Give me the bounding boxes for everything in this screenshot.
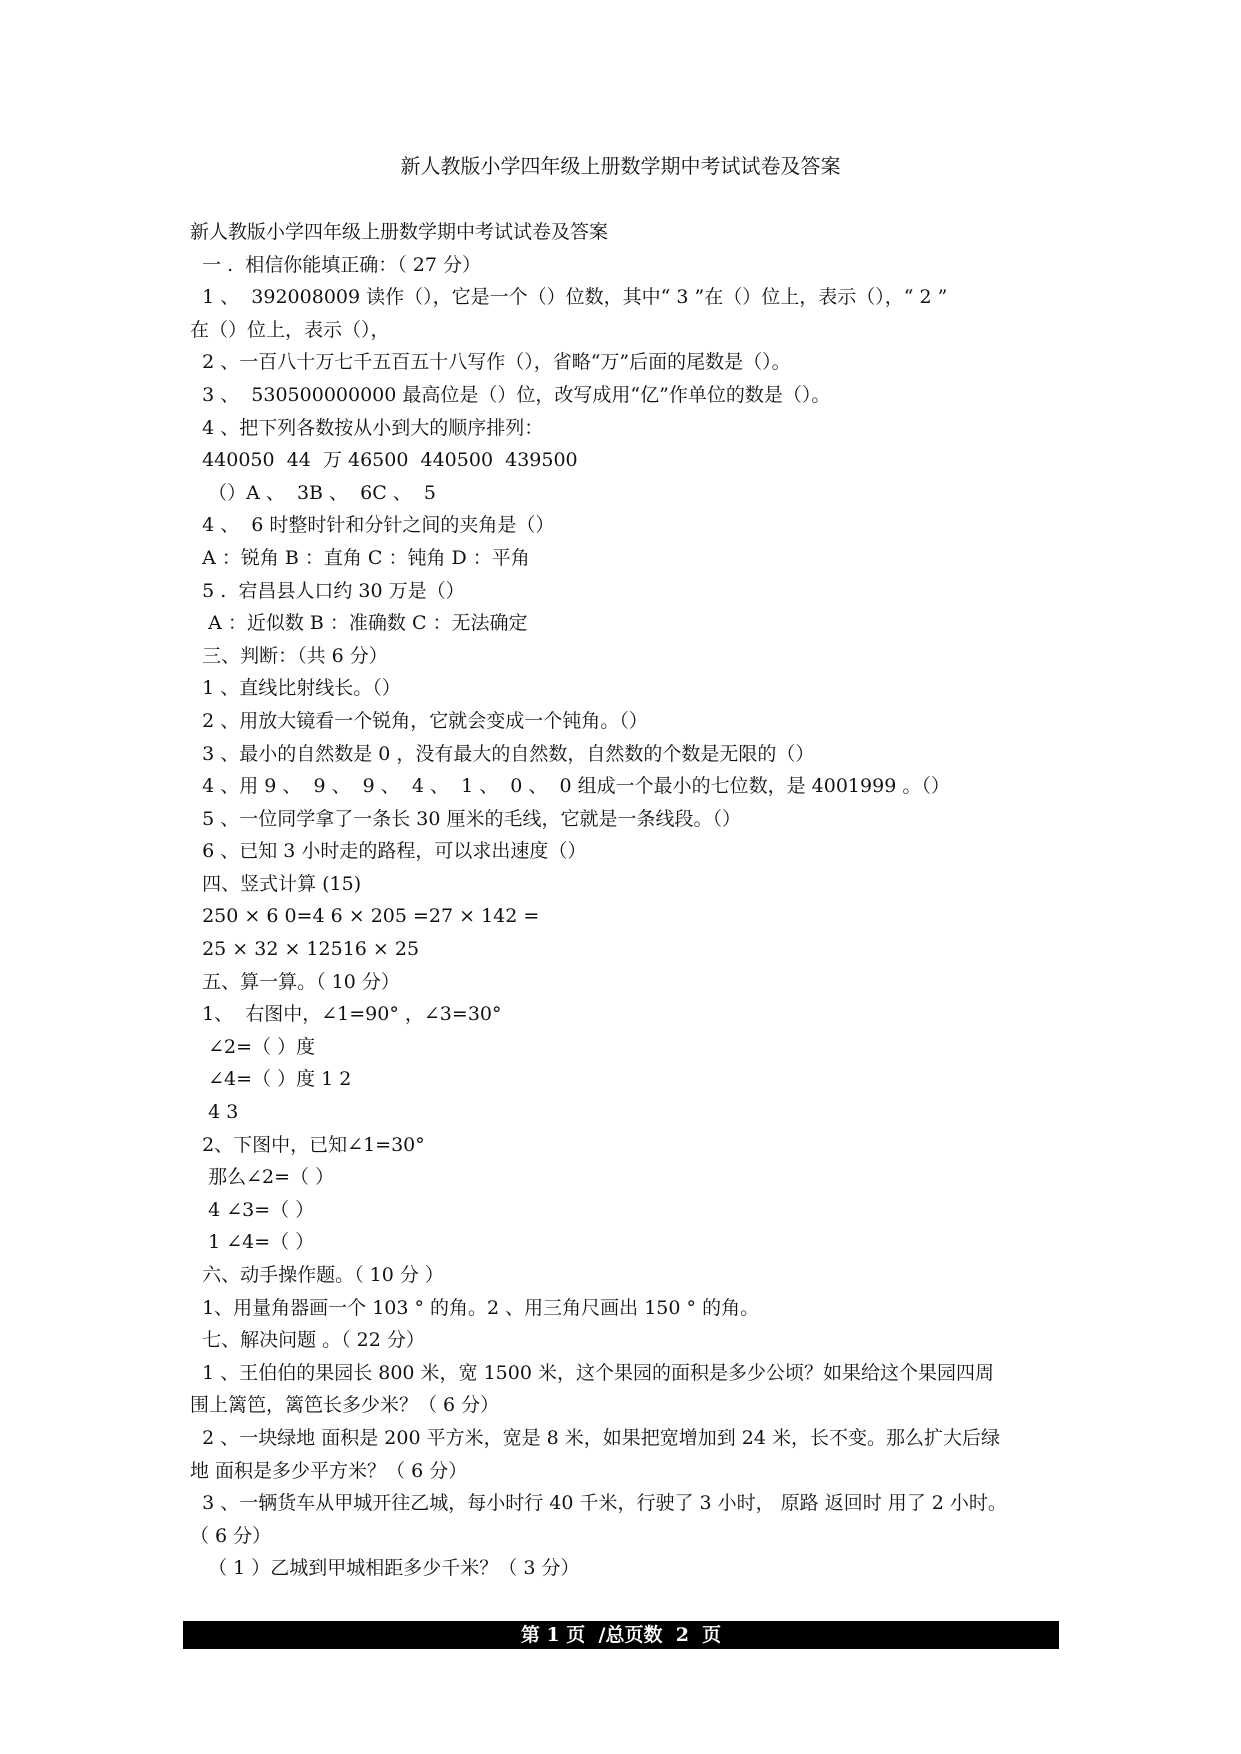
text-line: 5 、一位同学拿了一条长 30 厘米的毛线，它就是一条线段。（） — [190, 807, 741, 830]
text-line: 1 ∠4=（ ） — [190, 1231, 315, 1254]
text-line: 五、算一算。（ 10 分） — [190, 970, 400, 993]
text-line: 1 、直线比射线长。（） — [190, 677, 401, 700]
text-line: 5 . 宕昌县人口约 30 万是（） — [190, 579, 465, 602]
text-line: 一 . 相信你能填正确：（ 27 分） — [190, 253, 481, 276]
text-line: 六、动手操作题。（ 10 分 ） — [190, 1264, 444, 1286]
text-line: 在（）位上，表示（）， — [190, 318, 390, 341]
text-line: 那么∠2=（ ） — [190, 1166, 335, 1189]
text-line: 250 × 6 0=4 6 × 205 =27 × 142 = — [190, 905, 540, 928]
text-line: 2 、一块绿地 面积是 200 平方米，宽是 8 米，如果把宽增加到 24 米，长不变。那么扩大后绿 — [190, 1426, 1001, 1449]
text-line: 2、下图中，已知∠1=30° — [190, 1133, 425, 1156]
text-line: ∠2=（ ）度 — [190, 1035, 316, 1058]
text-line: 四、竖式计算 (15) — [190, 872, 362, 895]
text-line: 3 、一辆货车从甲城开往乙城，每小时行 40 千米，行驶了 3 小时， 原路 返回时 用了 2 小时。 — [190, 1492, 1007, 1515]
text-line: 1 、王伯伯的果园长 800 米，宽 1500 米，这个果园的面积是多少公顷？如果给这个果园四周 — [190, 1361, 994, 1384]
text-line: 1 、 392008009 读作（），它是一个（）位数，其中“ 3 ”在（）位上，表示（），“ 2 ” — [190, 286, 948, 309]
text-line: 围上篱笆，篱笆长多少米？（ 6 分） — [190, 1394, 500, 1417]
text-line: 4 、把下列各数按从小到大的顺序排列： — [190, 416, 544, 439]
document-body — [190, 216, 1070, 1585]
text-line: （ 6 分） — [190, 1524, 272, 1547]
text-line: 七、解决问题 。（ 22 分） — [190, 1329, 425, 1352]
page-footer: 第 1 页 /总页数 2 页 — [183, 1621, 1059, 1649]
text-line: 4 、 6 时整时针和分针之间的夹角是（） — [190, 514, 555, 537]
text-line: 3 、 530500000000 最高位是（）位，改写成用“亿”作单位的数是（）。 — [190, 383, 831, 406]
text-line: A ：近似数 B ：准确数 C ：无法确定 — [190, 612, 528, 635]
page-title: 新人教版小学四年级上册数学期中考试试卷及答案 — [400, 154, 841, 178]
text-line: 新人教版小学四年级上册数学期中考试试卷及答案 — [190, 221, 609, 243]
text-line: 25 × 32 × 12516 × 25 — [190, 938, 420, 961]
text-line: 4 ∠3=（ ） — [190, 1198, 315, 1221]
text-line: 440050 44 万 46500 440500 439500 — [190, 449, 578, 472]
text-line: 1、用量角器画一个 103 ° 的角。2 、用三角尺画出 150 ° 的角。 — [190, 1296, 760, 1319]
text-line: 3 、最小的自然数是 0 ，没有最大的自然数，自然数的个数是无限的（） — [190, 742, 815, 765]
text-line: （）A 、 3B 、 6C 、 5 — [190, 481, 436, 504]
text-line: 6 、已知 3 小时走的路程，可以求出速度（） — [190, 840, 587, 863]
text-line: 1、 右图中，∠1=90° ，∠3=30° — [190, 1003, 502, 1026]
text-line: ∠4=（ ）度 1 2 — [190, 1068, 352, 1091]
text-line: 三、判断：（共 6 分） — [190, 644, 388, 667]
text-line: （ 1 ）乙城到甲城相距多少千米？（ 3 分） — [190, 1557, 580, 1580]
text-line: A ：锐角 B ：直角 C ：钝角 D ：平角 — [190, 546, 530, 569]
text-line: 2 、一百八十万七千五百五十八写作（），省略“万”后面的尾数是（）。 — [190, 351, 791, 374]
text-line: 4 3 — [190, 1101, 239, 1124]
text-line: 地 面积是多少平方米？（ 6 分） — [190, 1459, 468, 1482]
text-line: 2 、用放大镜看一个锐角，它就会变成一个钝角。（） — [190, 709, 648, 732]
text-line: 4 、用 9 、 9 、 9 、 4 、 1 、 0 、 0 组成一个最小的七位数，是 4001999 。（） — [190, 775, 950, 798]
